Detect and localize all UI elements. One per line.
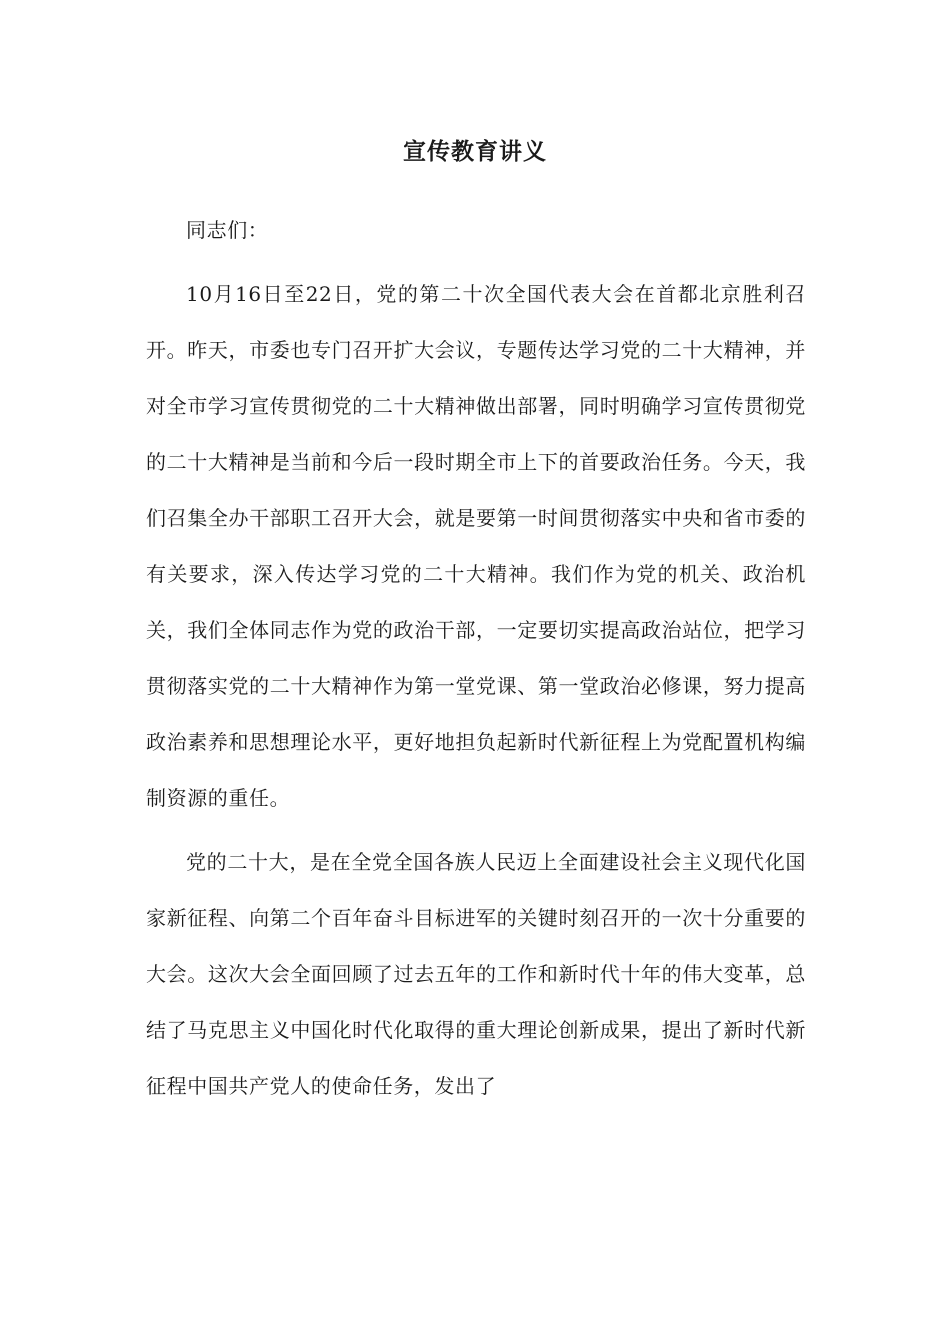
paragraph-2: 党的二十大，是在全党全国各族人民迈上全面建设社会主义现代化国家新征程、向第二个百年奋斗目标进军的关键时刻召开的一次十分重要的大会。这次大会全面回顾了过去五年的工作和新时代十年的伟大变革，总结了马克思主义中国化时代化取得的重大理论创新成果，提出了新时代新征程中国共产党人的使命任务，发出了	[146, 850, 806, 1098]
document-title: 宣传教育讲义	[403, 138, 547, 165]
salutation: 同志们：	[186, 218, 269, 242]
paragraph-1: 10月16日至22日，党的第二十次全国代表大会在首都北京胜利召开。昨天，市委也专门召开扩大会议，专题传达学习党的二十大精神，并对全市学习宣传贯彻党的二十大精神做出部署，同时明确学习宣传贯彻党的二十大精神是当前和今后一段时期全市上下的首要政治任务。今天，我们召集全办干部职工召开大会，就是要第一时间贯彻落实中央和省市委的有关要求，深入传达学习党的二十大精神。我们作为党的机关、政治机关，我们全体同志作为党的政治干部，一定要切实提高政治站位，把学习贯彻落实党的二十大精神作为第一堂党课、第一堂政治必修课，努力提高政治素养和思想理论水平，更好地担负起新时代新征程上为党配置机构编制资源的重任。	[146, 282, 806, 810]
document-body	[146, 202, 806, 1114]
